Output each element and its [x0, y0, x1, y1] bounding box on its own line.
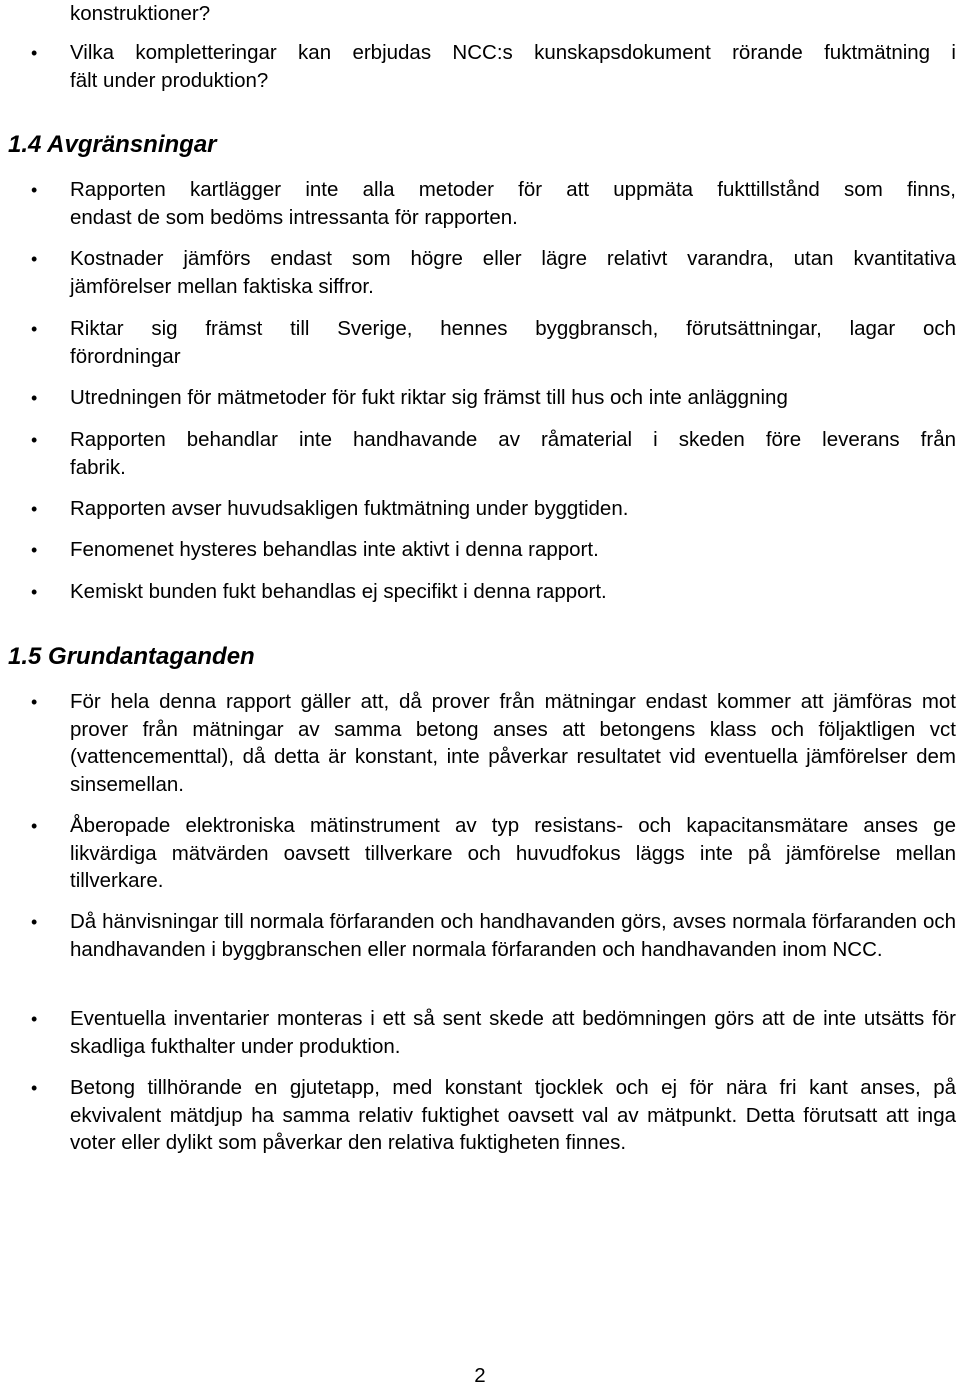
list-item-line: Riktar sig främst till Sverige, hennes byggbransch, förutsättningar, lagar och	[70, 317, 956, 340]
bullet-icon: •	[31, 912, 38, 932]
list-item-text: Betong tillhörande en gjutetapp, med konstant tjocklek och ej för nära fri kant anses, på ekvivalent mätdjup ha samma relativ fuktighet oavsett val av mätpunkt. Detta förutsatt att inga voter eller dylikt som påverkar den relativa fuktigheten finnes.	[70, 1076, 956, 1155]
bullet-icon: •	[31, 499, 38, 519]
list-item-line: Utredningen för mätmetoder för fukt riktar sig främst till hus och inte anläggning	[70, 386, 788, 409]
list-item-line: jämförelser mellan faktiska siffror.	[70, 275, 374, 298]
bullet-icon: •	[31, 1009, 38, 1029]
list-item-text: Eventuella inventarier monteras i ett så sent skede att bedömningen görs att de inte utsätts för skadliga fukthalter under produktion.	[70, 1007, 956, 1058]
list-item-text: Åberopade elektroniska mätinstrument av typ resistans- och kapacitansmätare anses ge likvärdiga mätvärden oavsett tillverkare och huvudfokus läggs inte på jämförelse mellan tillverkare.	[70, 814, 956, 893]
list-item-line: fält under produktion?	[70, 69, 269, 92]
list-item-line: Vilka kompletteringar kan erbjudas NCC:s kunskapsdokument rörande fuktmätning i	[70, 41, 956, 64]
bullet-icon: •	[31, 388, 38, 408]
bullet-icon: •	[31, 582, 38, 602]
list-item-line: Kemiskt bunden fukt behandlas ej specifikt i denna rapport.	[70, 580, 607, 603]
bullet-icon: •	[31, 430, 38, 450]
list-item-line: fabrik.	[70, 456, 126, 479]
bullet-icon: •	[31, 319, 38, 339]
bullet-icon: •	[31, 43, 38, 63]
bullet-icon: •	[31, 180, 38, 200]
list-item-line: Rapporten avser huvudsakligen fuktmätning under byggtiden.	[70, 497, 629, 520]
continuation-text: konstruktioner?	[70, 2, 211, 25]
list-item-line: Rapporten kartlägger inte alla metoder för att uppmäta fukttillstånd som finns,	[70, 178, 956, 201]
section-heading: 1.4 Avgränsningar	[8, 131, 217, 158]
list-item-text: Då hänvisningar till normala förfaranden och handhavanden görs, avses normala förfaranden och handhavanden i byggbranschen eller normala förfaranden och handhavanden inom NCC.	[70, 910, 956, 961]
list-item-line: Rapporten behandlar inte handhavande av råmaterial i skeden före leverans från	[70, 428, 956, 451]
list-item-line: Kostnader jämförs endast som högre eller lägre relativt varandra, utan kvantitativa	[70, 247, 956, 270]
bullet-icon: •	[31, 249, 38, 269]
section-heading: 1.5 Grundantaganden	[8, 643, 255, 670]
page-number: 2	[474, 1364, 486, 1387]
bullet-icon: •	[31, 540, 38, 560]
bullet-icon: •	[31, 1078, 38, 1098]
list-item-line: förordningar	[70, 345, 181, 368]
bullet-icon: •	[31, 692, 38, 712]
list-item-text: För hela denna rapport gäller att, då prover från mätningar endast kommer att jämföras mot prover från mätningar av samma betong anses att betongens klass och följaktligen vct (vattencementtal), då detta är konstant, inte påverkar resultatet vid eventuella jämförelser dem sinsemellan.	[70, 690, 956, 796]
list-item-line: Fenomenet hysteres behandlas inte aktivt i denna rapport.	[70, 538, 599, 561]
list-item-line: endast de som bedöms intressanta för rapporten.	[70, 206, 518, 229]
bullet-icon: •	[31, 816, 38, 836]
